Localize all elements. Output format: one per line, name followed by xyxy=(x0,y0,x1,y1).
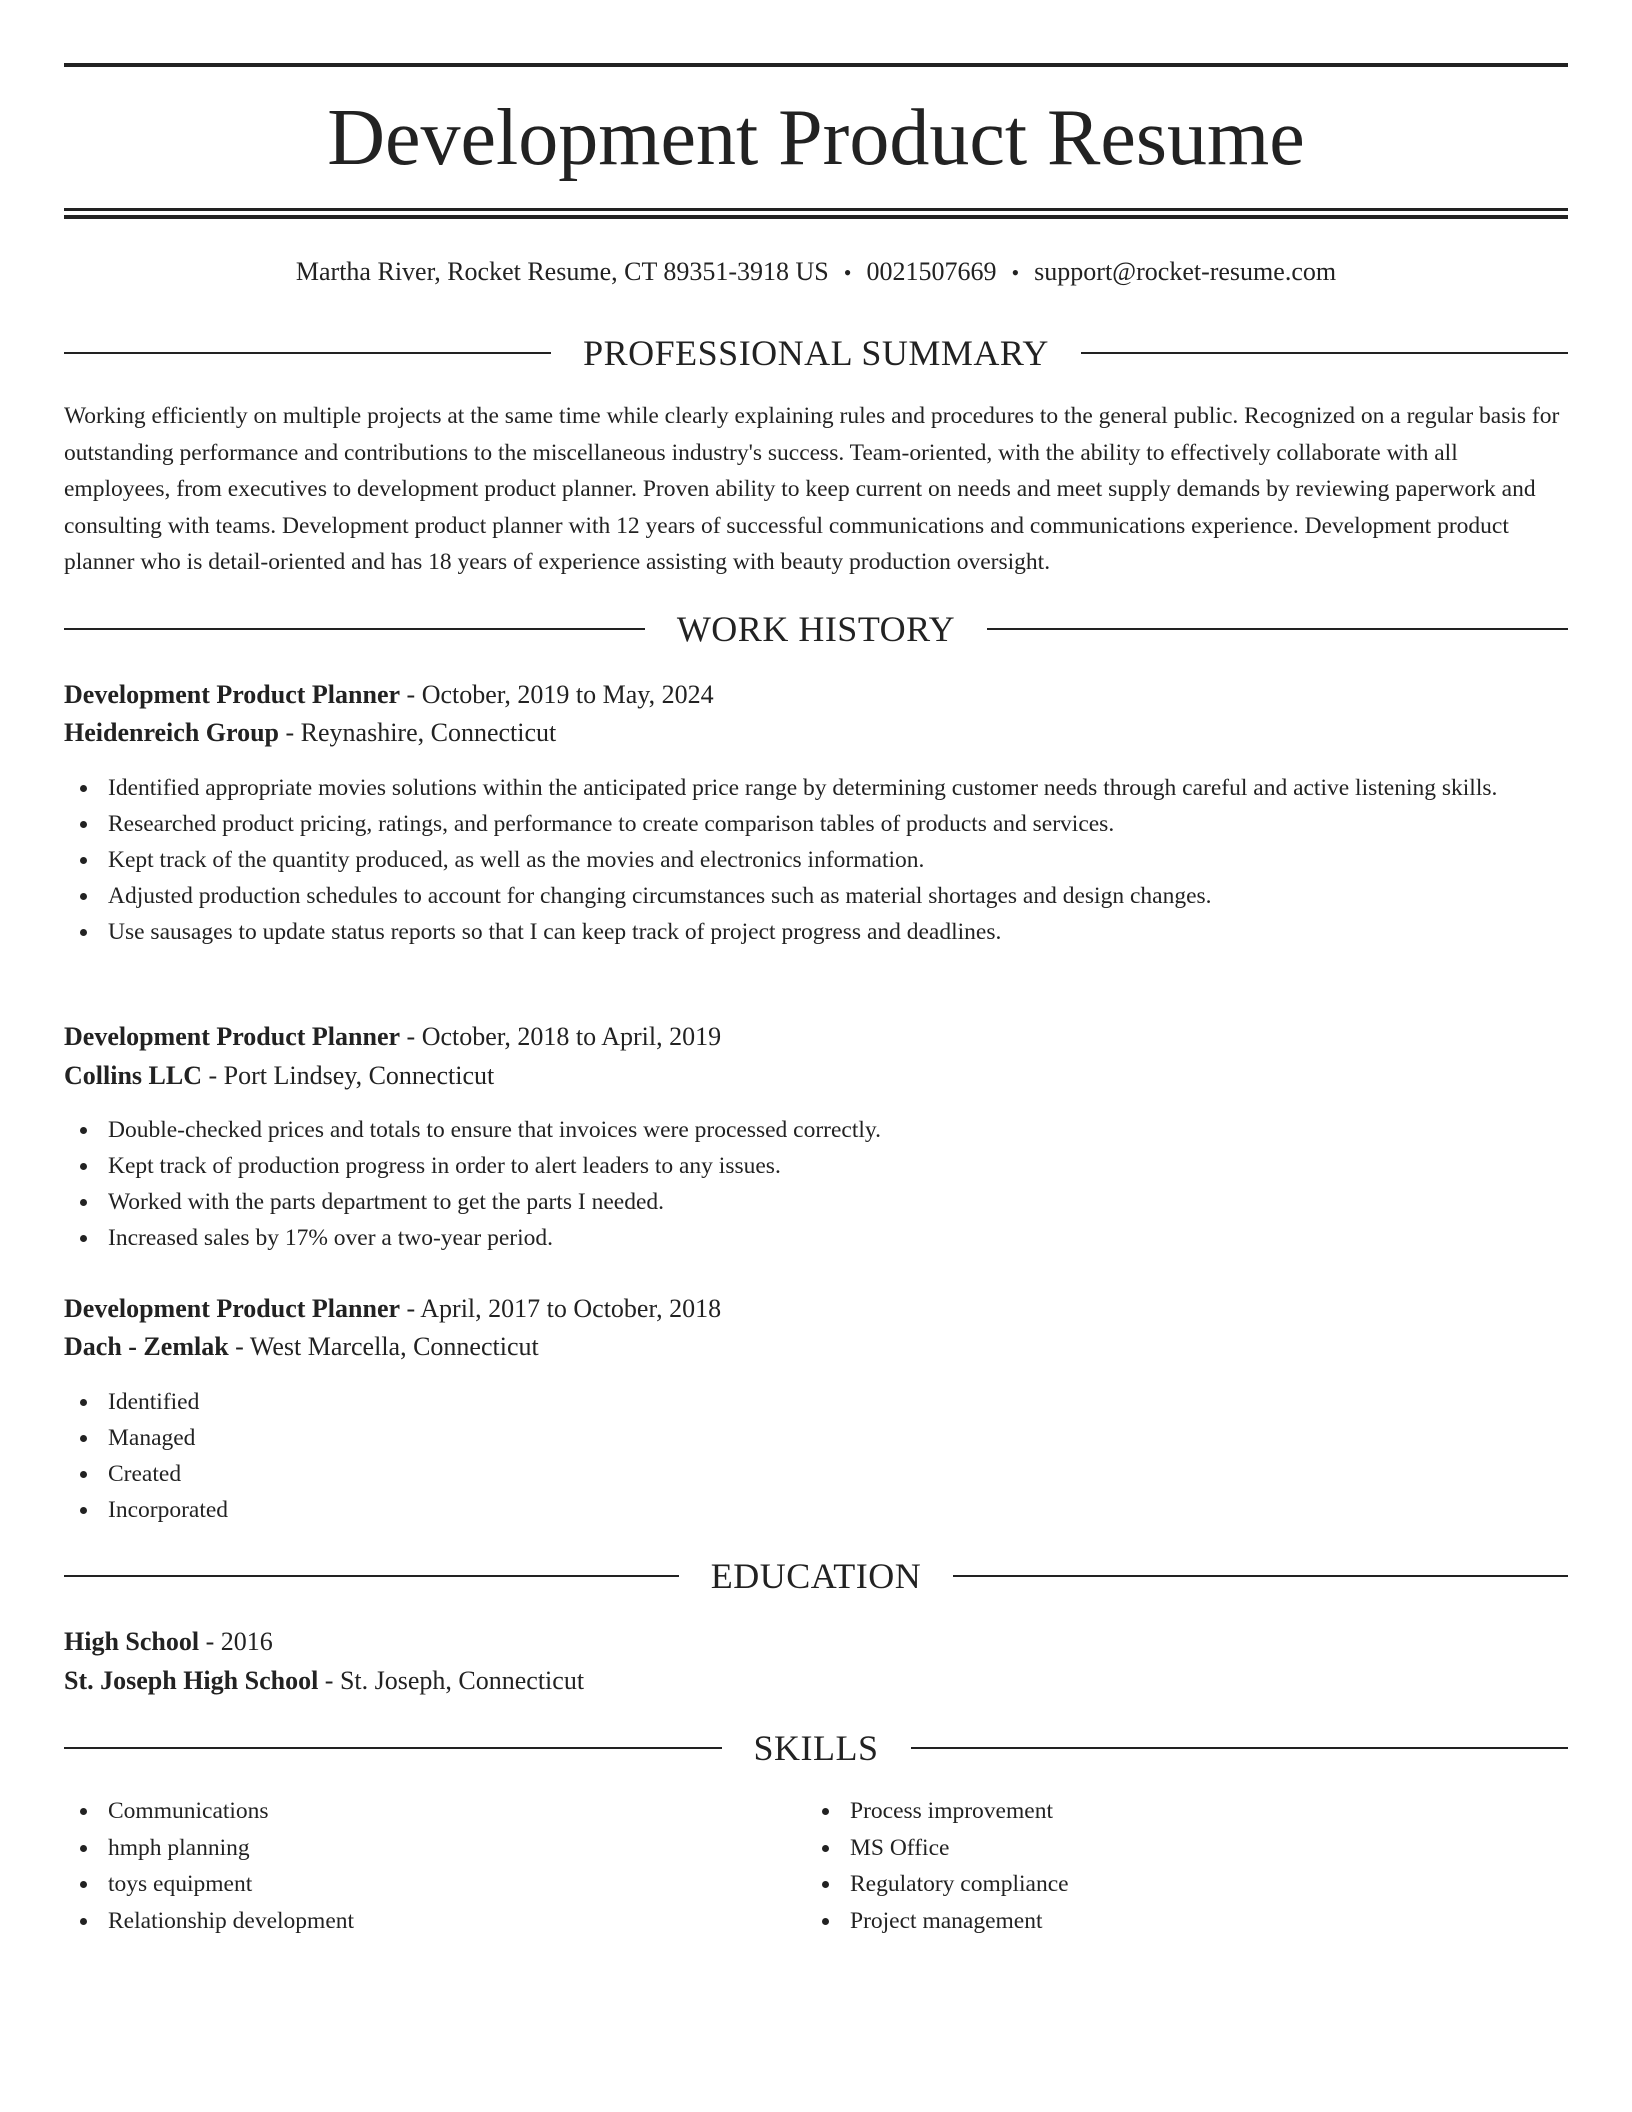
section-heading-work xyxy=(64,607,1568,651)
education-school-line xyxy=(64,1663,1568,1699)
section-title: PROFESSIONAL SUMMARY xyxy=(583,333,1049,373)
heading-rule xyxy=(64,628,645,630)
summary-text: Working efficiently on multiple projects at the same time while clearly explaining rules and procedures to the general public. Recognized on a regular basis for outstanding performance and contributions to the miscellaneous industry's success. Team-oriented, with the ability to effectively collaborate with all employees, from executives to development product planner. Proven ability to keep current on needs and meet supply demands by reviewing paperwork and consulting with teams. Development product planner with 12 years of successful communications and communications experience. Development product planner who is detail-oriented and has 18 years of experience assisting with beauty production oversight. xyxy=(64,403,1560,575)
section-title: SKILLS xyxy=(753,1728,879,1768)
list-item: Double-checked prices and totals to ensure that invoices were processed correctly. xyxy=(64,1112,1568,1148)
header-top-rule xyxy=(64,63,1568,67)
list-item: Created xyxy=(64,1456,1568,1492)
skill-item: Project management xyxy=(806,1903,1506,1940)
heading-rule xyxy=(987,628,1568,630)
job-location: - Reynashire, Connecticut xyxy=(279,718,557,747)
job-dates: - April, 2017 to October, 2018 xyxy=(400,1294,722,1323)
skill-item: Regulatory compliance xyxy=(806,1866,1506,1903)
job-location: - West Marcella, Connecticut xyxy=(228,1332,539,1361)
job-company: Heidenreich Group xyxy=(64,718,279,747)
list-item: Adjusted production schedules to account for changing circumstances such as material shortages and design changes. xyxy=(64,878,1568,914)
section-heading-education xyxy=(64,1554,1568,1598)
job-location: - Port Lindsey, Connecticut xyxy=(202,1061,495,1090)
skill-item: MS Office xyxy=(806,1830,1506,1867)
section-heading-summary xyxy=(64,331,1568,375)
job-dates: - October, 2018 to April, 2019 xyxy=(400,1022,722,1051)
job-title-line xyxy=(64,677,1568,713)
contact-email: support@rocket-resume.com xyxy=(1034,257,1337,286)
job-company-line xyxy=(64,715,1568,751)
list-item: Use sausages to update status reports so that I can keep track of project progress and deadlines. xyxy=(64,914,1568,950)
job-title-line xyxy=(64,1291,1568,1327)
skills-list-left xyxy=(64,1793,764,1939)
job-title: Development Product Planner xyxy=(64,1294,401,1323)
job-company-line xyxy=(64,1058,1568,1094)
heading-rule xyxy=(64,1575,679,1577)
job-title-line xyxy=(64,1019,1568,1055)
job-dates: - October, 2019 to May, 2024 xyxy=(400,680,714,709)
job-bullets xyxy=(64,770,1568,950)
job-title: Development Product Planner xyxy=(64,680,401,709)
section-title: WORK HISTORY xyxy=(676,609,956,649)
skills-list-right xyxy=(806,1793,1506,1939)
list-item: Researched product pricing, ratings, and performance to create comparison tables of products and services. xyxy=(64,806,1568,842)
list-item: Incorporated xyxy=(64,1492,1568,1528)
skill-item: Communications xyxy=(64,1793,764,1830)
heading-rule xyxy=(911,1747,1569,1749)
contact-phone: 0021507669 xyxy=(866,257,997,286)
heading-rule xyxy=(953,1575,1568,1577)
section-title: EDUCATION xyxy=(710,1556,922,1596)
job-title: Development Product Planner xyxy=(64,1022,401,1051)
section-heading-skills xyxy=(64,1726,1568,1770)
contact-line xyxy=(64,254,1568,291)
list-item: Kept track of production progress in order to alert leaders to any issues. xyxy=(64,1148,1568,1184)
list-item: Identified appropriate movies solutions within the anticipated price range by determining customer needs through careful and active listening skills. xyxy=(64,770,1568,806)
heading-rule xyxy=(1081,352,1568,354)
list-item: Managed xyxy=(64,1420,1568,1456)
contact-address: Martha River, Rocket Resume, CT 89351-3918 US xyxy=(295,257,829,286)
header-bottom-rule-2 xyxy=(64,215,1568,219)
header-bottom-rule xyxy=(64,208,1568,211)
skill-item: Process improvement xyxy=(806,1793,1506,1830)
job-bullets xyxy=(64,1112,1568,1256)
heading-rule xyxy=(64,352,551,354)
skill-item: hmph planning xyxy=(64,1830,764,1867)
heading-rule xyxy=(64,1747,722,1749)
contact-separator: • xyxy=(1011,260,1020,285)
contact-separator: • xyxy=(843,260,852,285)
education-degree-line xyxy=(64,1624,1568,1660)
skill-item: toys equipment xyxy=(64,1866,764,1903)
list-item: Identified xyxy=(64,1384,1568,1420)
education-school: St. Joseph High School xyxy=(64,1666,319,1695)
job-company: Collins LLC xyxy=(64,1061,202,1090)
list-item: Worked with the parts department to get the parts I needed. xyxy=(64,1184,1568,1220)
resume-title: Development Product Resume xyxy=(327,94,1305,182)
job-bullets xyxy=(64,1384,1568,1528)
education-year: - 2016 xyxy=(199,1627,273,1656)
job-company: Dach - Zemlak xyxy=(64,1332,229,1361)
job-company-line xyxy=(64,1329,1568,1365)
skill-item: Relationship development xyxy=(64,1903,764,1940)
list-item: Increased sales by 17% over a two-year period. xyxy=(64,1220,1568,1256)
education-degree: High School xyxy=(64,1627,200,1656)
education-location: - St. Joseph, Connecticut xyxy=(318,1666,585,1695)
list-item: Kept track of the quantity produced, as well as the movies and electronics information. xyxy=(64,842,1568,878)
